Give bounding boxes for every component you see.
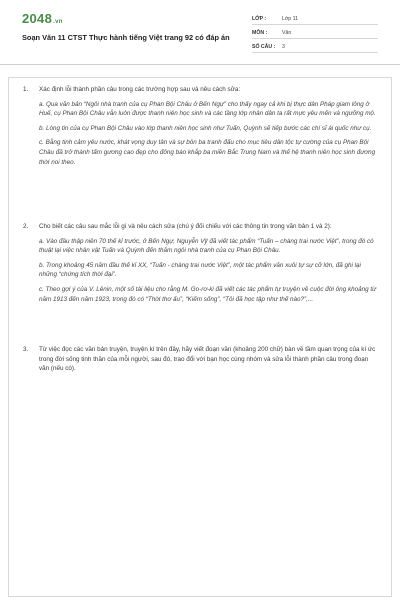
meta-value: Lớp 11 [282, 16, 298, 22]
question-1 [23, 85, 379, 172]
meta-key: MÔN : [252, 30, 268, 36]
meta-row-subject [252, 27, 378, 39]
question-item: a. Vào đầu thập niên 70 thế kỉ trước, ở Bến Ngự, Nguyễn Vỹ đã viết tác phẩm “Tuấn – chàng trai nước Việt”, trong đó có thuật lại việc nhân vật Tuấn và Quỳnh đến thăm ngôi nhà tranh của cụ Phan Bội Châu. [39, 237, 374, 255]
meta-row-count [252, 41, 378, 53]
question-number: 1. [23, 86, 29, 93]
meta-key: LỚP : [252, 16, 267, 22]
question-number: 2. [23, 223, 29, 230]
question-3 [23, 345, 379, 379]
page-header [0, 0, 400, 66]
question-item: c. Theo gợi ý của V. Lênin, một số tài liệu cho rằng M. Go-rơ-ki đã viết các tác phẩm tự truyện về cuộc đời ông khoảng từ năm 1913 đến năm 1923, trong đó có “Thời thơ ấu”, “Kiếm sống”, “Tôi đã học tập như thế nào?”,... [39, 285, 377, 303]
questions-container [8, 77, 392, 597]
question-text: Cho biết các câu sau mắc lỗi gì và nêu cách sửa (chú ý đối chiếu với các thông tin trong văn bản 1 và 2): [39, 223, 332, 230]
question-item: b. Lòng tin của cụ Phan Bội Châu vào lớp thanh niên học sinh như Tuấn, Quỳnh sẽ tiếp bước các chí sĩ ái quốc như cụ. [39, 124, 372, 132]
meta-value: 3 [282, 44, 285, 50]
question-number: 3. [23, 346, 29, 353]
document-title: Soạn Văn 11 CTST Thực hành tiếng Việt trang 92 có đáp án [22, 33, 230, 42]
logo-text: 2048 [22, 11, 53, 26]
question-item: b. Trong khoảng 45 năm đầu thế kỉ XX, “Tuấn - chàng trai nước Việt”, một tác phẩm văn xuôi tự sự cỡ lớn, đã ghi lại những “chứng tích thời đại”. [39, 261, 361, 279]
question-text: Từ việc đọc các văn bản truyện, truyện kí trên đây, hãy viết đoạn văn (khoảng 200 chữ) bàn về tầm quan trọng của kí ức trong đời sống tinh thần của mỗi người, sau đó, trao đổi với bạn học cùng nhóm và sửa lỗi thành phần câu trong đoạn văn (nếu có). [39, 346, 376, 373]
metadata-panel [252, 13, 378, 55]
meta-value: Văn [282, 30, 292, 36]
meta-key: SỐ CÂU : [252, 44, 276, 50]
logo-suffix: .vn [53, 19, 63, 25]
site-logo[interactable] [22, 11, 63, 26]
question-2 [23, 222, 379, 309]
question-item: a. Qua văn bản “Ngôi nhà tranh của cụ Phan Bội Châu ở Bến Ngự” cho thấy ngay cả khi bị thực dân Pháp giam lỏng ở Huế, cụ Phan Bội Châu vẫn luôn được thanh niên học sinh và các tầng lớp nhân dân ta rất mực yêu mến và ngưỡng mộ. [39, 100, 376, 118]
meta-row-class [252, 13, 378, 25]
question-item: c. Bằng tinh cảm yêu nước, khát vọng duy tân và sự bôn ba tranh đấu cho mục tiêu dân tộc tự cường của cụ Phan Bội Châu đã trở thành tấm gương cao đẹp cho đông bào khắp ba miền Bắc Trung Nam và thế hệ thanh niên học sinh đương thời noi theo. [39, 139, 376, 166]
header-divider [0, 64, 400, 65]
question-text: Xác định lỗi thành phần câu trong các trường hợp sau và nêu cách sửa: [39, 86, 241, 93]
